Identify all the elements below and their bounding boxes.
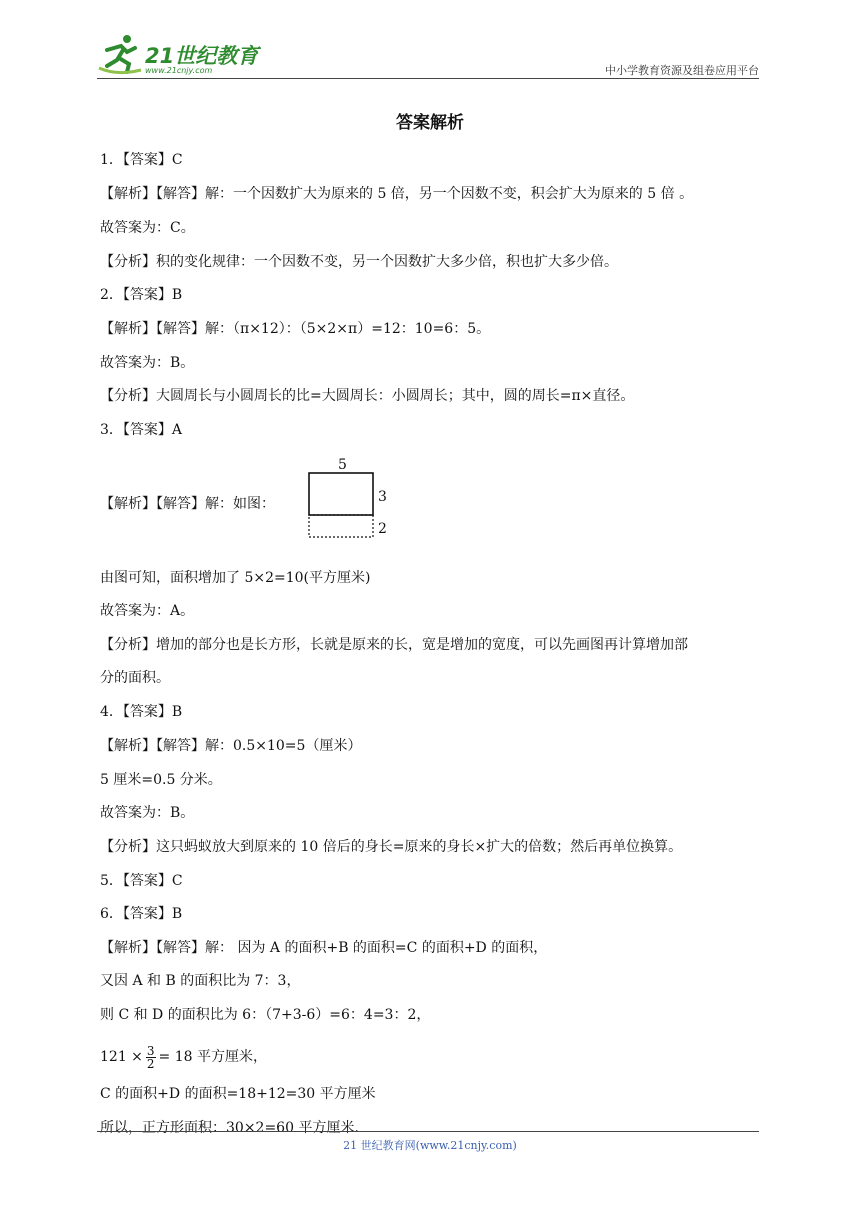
figure-right-label: 3 [378,489,387,505]
header-divider [97,78,759,79]
text-line: 【分析】这只蚂蚁放大到原来的 10 倍后的身长=原来的身长×扩大的倍数；然后再单位换算。 [100,839,683,855]
text-line: 故答案为：B。 [100,355,195,371]
fraction-denominator: 2 [146,1056,155,1071]
text-line: 故答案为：C。 [100,220,195,236]
logo-url: www.21cnjy.com [145,66,213,75]
page-title: 答案解析 [396,113,464,133]
rectangle-figure [305,455,395,545]
figure-bottom-right-label: 2 [378,521,387,537]
text-line: 分的面积。 [100,670,170,686]
header-platform-text: 中小学教育资源及组卷应用平台 [605,64,759,77]
formula-line [100,1044,267,1070]
fraction [146,1045,156,1070]
text-line: 又因 A 和 B 的面积比为 7：3， [100,973,301,989]
text-line: 3．【答案】A [100,422,183,438]
text-line: 则 C 和 D 的面积比为 6：（7+3-6）=6：4=3：2， [100,1007,431,1023]
text-line: 【解析】【解答】解：0.5×10=5（厘米） [100,738,362,754]
figure-top-label: 5 [338,457,347,473]
fraction-numerator: 3 [146,1043,155,1058]
original-rectangle [309,473,373,515]
text-line: 所以，正方形面积：30×2=60 平方厘米. [100,1120,359,1136]
page-header [97,30,759,82]
text-line: 2．【答案】B [100,287,183,303]
text-line: 【解析】【解答】解：如图： [100,496,275,512]
text-line: 故答案为：B。 [100,805,195,821]
text-line: 5．【答案】C [100,873,183,889]
text-line: 【分析】积的变化规律：一个因数不变，另一个因数扩大多少倍，积也扩大多少倍。 [100,254,618,270]
text-line: 由图可知，面积增加了 5×2=10(平方厘米) [100,570,371,586]
text-line: 故答案为：A。 [100,603,195,619]
text-line: 5 厘米=0.5 分米。 [100,772,222,788]
footer-divider [97,1131,759,1132]
formula-suffix: = 18 平方厘米， [158,1049,267,1065]
text-line: 【解析】【解答】解：一个因数扩大为原来的 5 倍，另一个因数不变，积会扩大为原来的 5 倍 。 [100,186,694,202]
text-line: 【解析】【解答】解：（π×12）：（5×2×π）=12：10=6：5。 [100,321,491,337]
footer-link[interactable]: 21 世纪教育网(www.21cnjy.com) [343,1139,517,1152]
added-rectangle [309,515,373,537]
text-line: 1．【答案】C [100,152,183,168]
text-line: 4．【答案】B [100,704,183,720]
runner-logo-icon [97,32,143,76]
text-line: 6．【答案】B [100,906,183,922]
text-line: 【分析】增加的部分也是长方形，长就是原来的长，宽是增加的宽度，可以先画图再计算增加部 [100,637,688,653]
logo-text: 21世纪教育 [145,44,259,68]
text-line: 【解析】【解答】解： 因为 A 的面积+B 的面积=C 的面积+D 的面积， [100,940,548,956]
text-line: 【分析】大圆周长与小圆周长的比=大圆周长：小圆周长；其中，圆的周长=π×直径。 [100,388,635,404]
text-line: C 的面积+D 的面积=18+12=30 平方厘米 [100,1086,376,1102]
formula-prefix: 121 × [100,1049,143,1065]
site-logo[interactable] [97,32,267,76]
